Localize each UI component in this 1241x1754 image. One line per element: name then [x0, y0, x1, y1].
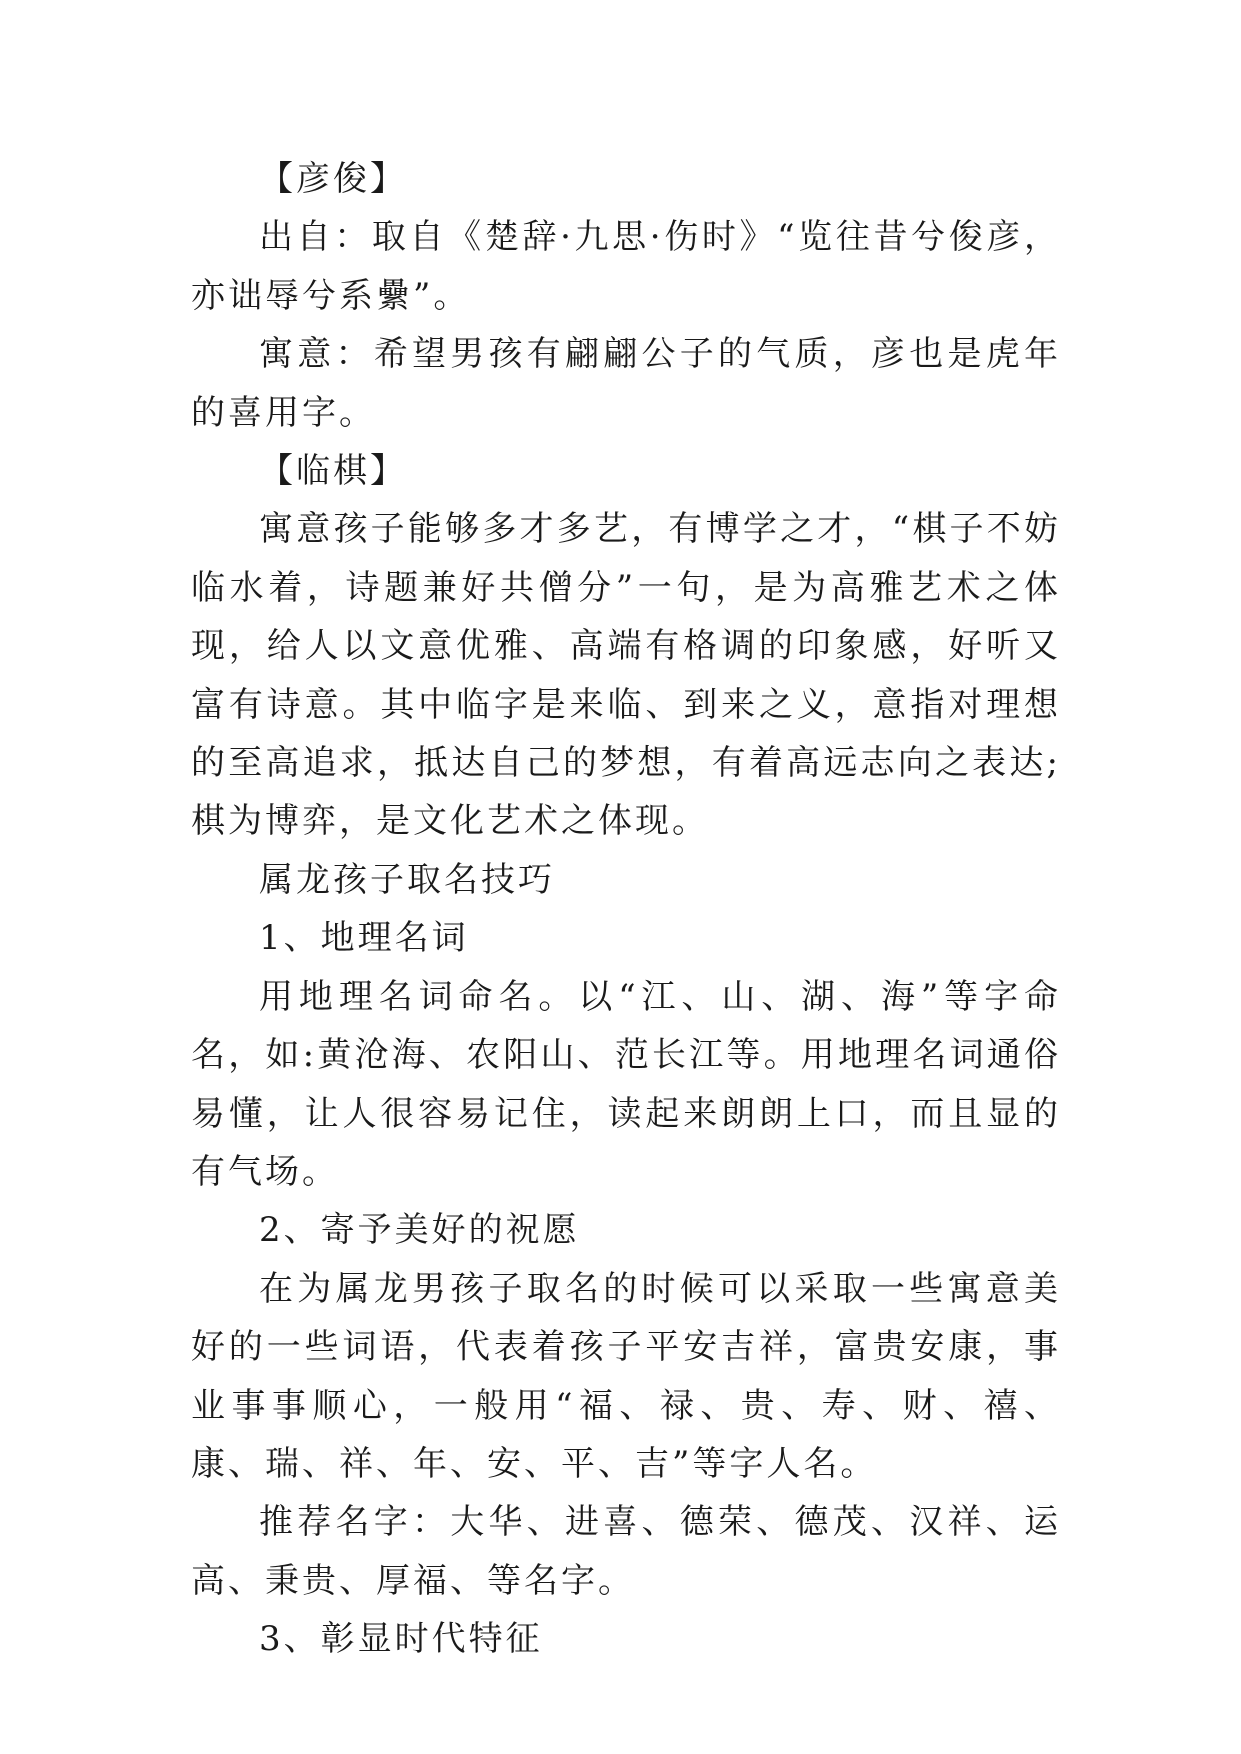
tip-paragraph-1: 用地理名词命名。以“江、山、湖、海”等字命名，如:黄沧海、农阳山、范长江等。用地理名词通俗易懂，让人很容易记住，读起来朗朗上口，而且显的有气场。 [191, 976, 1061, 1192]
paragraph-yanjun-meaning: 寓意：希望男孩有翩翩公子的气质，彦也是虎年的喜用字。 [191, 334, 1061, 433]
paragraph-linqi-meaning: 寓意孩子能够多才多艺，有博学之才，“棋子不妨临水着，诗题兼好共僧分”一句，是为高雅艺术之体现，给人以文意优雅、高端有格调的印象感，好听又富有诗意。其中临字是来临、到来之义，意指对理想的至高追求，抵达自己的梦想，有着高远志向之表达;棋为博弈，是文化艺术之体现。 [191, 509, 1061, 842]
tip-heading-3: 3、彰显时代特征 [259, 1619, 543, 1660]
section-title-naming-tips: 属龙孩子取名技巧 [259, 859, 555, 900]
tip-heading-1: 1、地理名词 [259, 918, 469, 959]
tip-paragraph-2: 在为属龙男孩子取名的时候可以采取一些寓意美好的一些词语，代表着孩子平安吉祥，富贵安康，事业事事顺心，一般用“福、禄、贵、寿、财、禧、康、瑞、祥、年、安、平、吉”等字人名。 [191, 1268, 1061, 1484]
document-body [191, 150, 1061, 1669]
heading-linqi: 【临棋】 [259, 451, 407, 492]
tip-heading-2: 2、寄予美好的祝愿 [259, 1210, 580, 1251]
paragraph-yanjun-source: 出自：取自《楚辞·九思·伤时》“览往昔兮俊彦，亦诎辱兮系纍”。 [191, 217, 1061, 316]
tip-recommended-names: 推荐名字：大华、进喜、德荣、德茂、汉祥、运高、秉贵、厚福、等名字。 [191, 1502, 1061, 1601]
heading-yanjun: 【彦俊】 [259, 159, 407, 199]
